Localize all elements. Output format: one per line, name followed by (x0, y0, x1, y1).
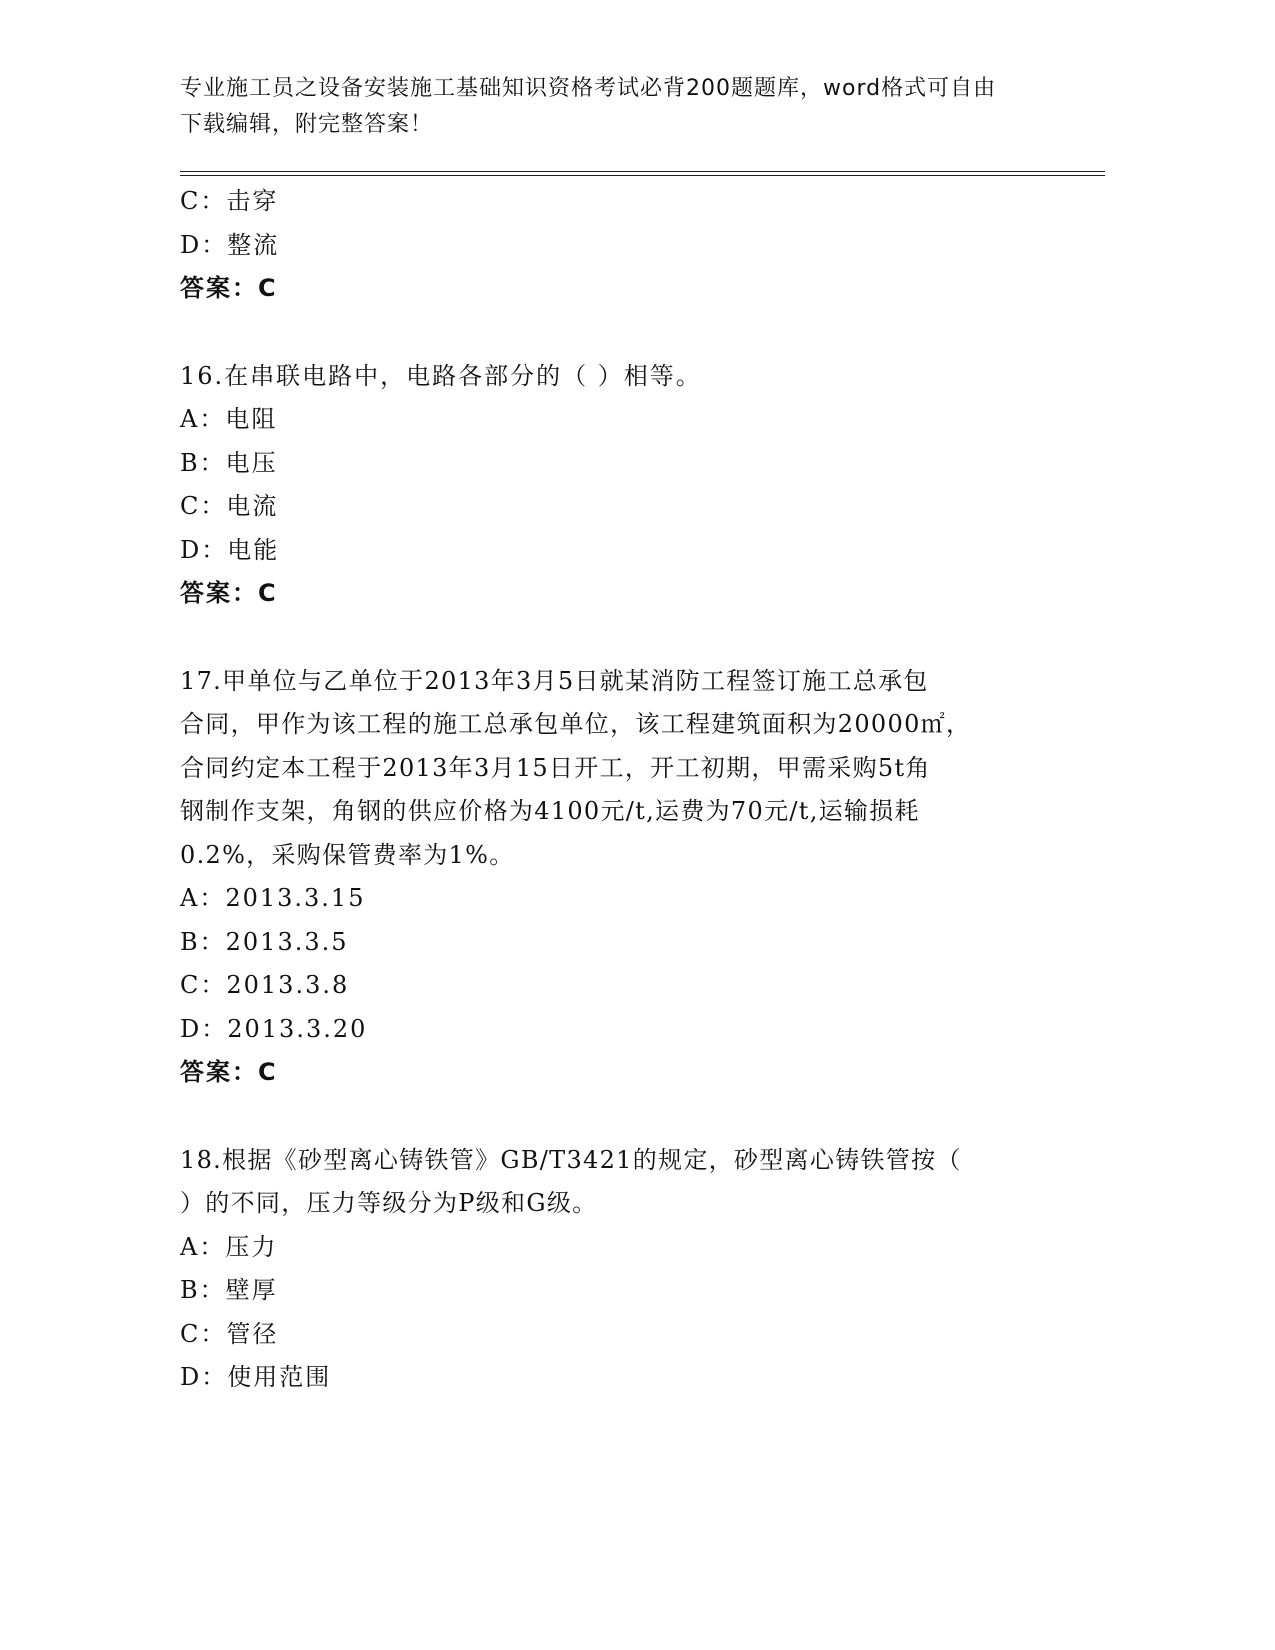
header-title-line-2: 下载编辑，附完整答案！ (180, 112, 434, 137)
answer-line: 答案：C (180, 1058, 278, 1086)
question-stem-line-4: 钢制作支架，角钢的供应价格为4100元/t,运费为70元/t,运输损耗 (180, 797, 920, 825)
question-stem-line-1: 17.甲单位与乙单位于2013年3月5日就某消防工程签订施工总承包 (180, 666, 929, 695)
option-c: C：击穿 (180, 187, 279, 215)
option-c: C：2013.3.8 (180, 971, 350, 999)
question-stem-line-2: ）的不同，压力等级分为P级和G级。 (180, 1189, 598, 1217)
option-c: C：电流 (180, 492, 279, 520)
option-c: C：管径 (180, 1319, 279, 1348)
option-b: B：电压 (180, 448, 278, 477)
header-divider-bottom (180, 175, 1105, 176)
spacer (180, 1095, 1060, 1139)
question-15-tail (180, 180, 1060, 311)
question-stem: 16.在串联电路中，电路各部分的（ ）相等。 (180, 361, 702, 390)
question-list (180, 180, 1060, 1400)
option-d: D：2013.3.20 (180, 1014, 368, 1043)
spacer (180, 311, 1060, 355)
question-stem-line-5: 0.2%，采购保管费率为1%。 (180, 840, 515, 869)
header-title-line-1: 专业施工员之设备安装施工基础知识资格考试必背200题题库，word格式可自由 (180, 76, 997, 101)
question-stem-line-2: 合同，甲作为该工程的施工总承包单位，该工程建筑面积为20000㎡， (180, 710, 972, 738)
option-d: D：使用范围 (180, 1363, 332, 1391)
question-17 (180, 660, 1060, 1095)
option-d: D：整流 (180, 230, 280, 259)
document-header (180, 71, 1060, 143)
answer-line: 答案：C (180, 274, 278, 302)
option-d: D：电能 (180, 535, 280, 564)
question-16 (180, 355, 1060, 616)
option-b: B：2013.3.5 (180, 927, 349, 956)
question-stem-line-1: 18.根据《砂型离心铸铁管》GB/T3421的规定，砂型离心铸铁管按（ (180, 1145, 962, 1174)
answer-line: 答案：C (180, 579, 278, 607)
spacer (180, 616, 1060, 660)
option-a: A：压力 (180, 1232, 278, 1261)
option-a: A：2013.3.15 (180, 884, 366, 912)
option-b: B：壁厚 (180, 1276, 278, 1304)
question-18 (180, 1139, 1060, 1400)
option-a: A：电阻 (180, 405, 278, 433)
header-divider-top (180, 171, 1105, 172)
question-stem-line-3: 合同约定本工程于2013年3月15日开工，开工初期，甲需采购5t角 (180, 753, 931, 782)
